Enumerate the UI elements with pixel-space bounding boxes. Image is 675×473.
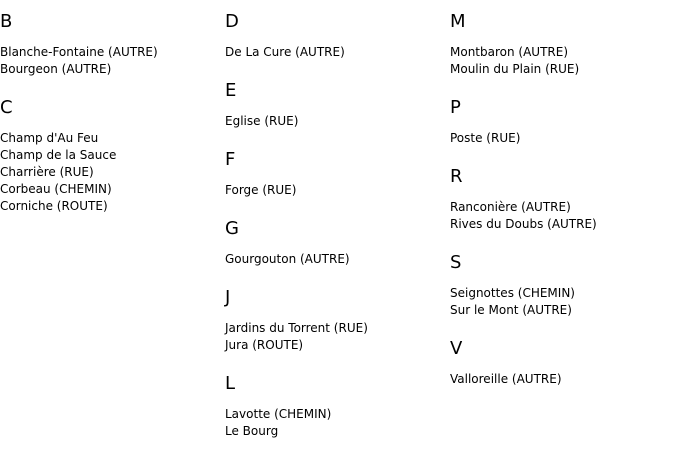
group-spacer: [225, 354, 445, 362]
letter-heading: C: [0, 97, 14, 118]
street-list: [225, 320, 445, 354]
letter-group-l: [225, 373, 445, 440]
index-column-1: [0, 0, 220, 215]
street-item[interactable]: Corniche (ROUTE): [0, 199, 108, 213]
letter-group-v: [450, 338, 670, 388]
letter-heading: D: [225, 11, 240, 32]
street-item[interactable]: Sur le Mont (AUTRE): [450, 303, 572, 317]
street-item[interactable]: Gourgouton (AUTRE): [225, 252, 350, 266]
letter-group-m: [450, 11, 670, 86]
street-item[interactable]: Ranconière (AUTRE): [450, 200, 571, 214]
group-spacer: [450, 233, 670, 241]
street-item[interactable]: De La Cure (AUTRE): [225, 45, 345, 59]
letter-heading: G: [225, 218, 240, 239]
street-item[interactable]: Seignottes (CHEMIN): [450, 286, 575, 300]
letter-group-s: [450, 252, 670, 327]
letter-group-j: [225, 287, 445, 362]
street-list: [225, 406, 445, 440]
letter-heading: M: [450, 11, 467, 32]
street-item[interactable]: Rives du Doubs (AUTRE): [450, 217, 597, 231]
street-item[interactable]: Blanche-Fontaine (AUTRE): [0, 45, 158, 59]
group-spacer: [225, 61, 445, 69]
street-list: [450, 44, 670, 78]
street-list: [450, 130, 670, 147]
letter-group-g: [225, 218, 445, 276]
letter-heading: J: [225, 287, 231, 308]
index-column-2: [225, 0, 445, 440]
group-spacer: [450, 319, 670, 327]
letter-heading: S: [450, 252, 462, 273]
letter-group-e: [225, 80, 445, 138]
street-item[interactable]: Corbeau (CHEMIN): [0, 182, 112, 196]
street-item[interactable]: Poste (RUE): [450, 131, 521, 145]
street-item[interactable]: Jura (ROUTE): [225, 338, 304, 352]
letter-group-d: [225, 11, 445, 69]
letter-group-f: [225, 149, 445, 207]
letter-heading: V: [450, 338, 463, 359]
street-list: [0, 130, 220, 215]
index-column-3: [450, 0, 670, 388]
street-item[interactable]: Eglise (RUE): [225, 114, 299, 128]
street-list: [450, 285, 670, 319]
group-spacer: [0, 78, 220, 86]
group-spacer: [450, 147, 670, 155]
street-item[interactable]: Forge (RUE): [225, 183, 297, 197]
street-item[interactable]: Bourgeon (AUTRE): [0, 62, 112, 76]
street-item[interactable]: Montbaron (AUTRE): [450, 45, 569, 59]
group-spacer: [225, 130, 445, 138]
street-list: [225, 182, 445, 199]
street-list: [225, 251, 445, 268]
street-item[interactable]: Champ de la Sauce: [0, 148, 117, 162]
letter-heading: P: [450, 97, 462, 118]
group-spacer: [225, 199, 445, 207]
group-spacer: [450, 78, 670, 86]
street-list: [225, 44, 445, 61]
street-list: [0, 44, 220, 78]
letter-group-b: [0, 11, 220, 86]
street-item[interactable]: Jardins du Torrent (RUE): [225, 321, 368, 335]
street-list: [450, 371, 670, 388]
street-item[interactable]: Le Bourg: [225, 424, 279, 438]
street-list: [225, 113, 445, 130]
letter-heading: F: [225, 149, 236, 170]
street-item[interactable]: Valloreille (AUTRE): [450, 372, 562, 386]
letter-heading: B: [0, 11, 13, 32]
letter-heading: E: [225, 80, 237, 101]
street-item[interactable]: Champ d'Au Feu: [0, 131, 99, 145]
letter-heading: R: [450, 166, 464, 187]
street-item[interactable]: Lavotte (CHEMIN): [225, 407, 332, 421]
street-item[interactable]: Charrière (RUE): [0, 165, 94, 179]
street-item[interactable]: Moulin du Plain (RUE): [450, 62, 580, 76]
letter-group-c: [0, 97, 220, 215]
letter-heading: L: [225, 373, 236, 394]
group-spacer: [225, 268, 445, 276]
letter-group-p: [450, 97, 670, 155]
street-list: [450, 199, 670, 233]
letter-group-r: [450, 166, 670, 241]
